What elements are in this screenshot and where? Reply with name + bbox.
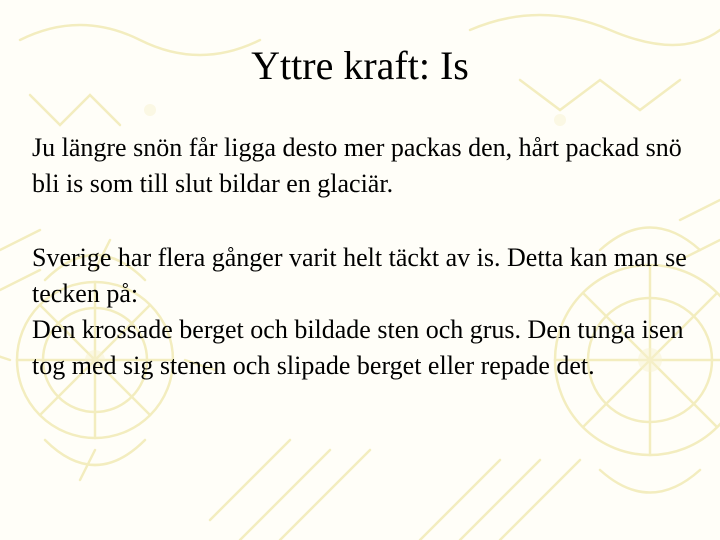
slide-body: [32, 130, 702, 384]
paragraph-1: Ju längre snön får ligga desto mer packas den, hårt packad snö bli is som till slut bildar en glaciär.: [32, 133, 682, 198]
paragraph-gap: [32, 202, 702, 240]
slide-title: Yttre kraft: Is: [251, 43, 469, 88]
paragraph-2-line-1: Sverige har flera gånger varit helt täckt av is. Detta kan man se tecken på:: [32, 243, 687, 308]
paragraph-2-line-2: Den krossade berget och bildade sten och grus. Den tunga isen tog med sig stenen och slipade berget eller repade det.: [32, 315, 684, 380]
